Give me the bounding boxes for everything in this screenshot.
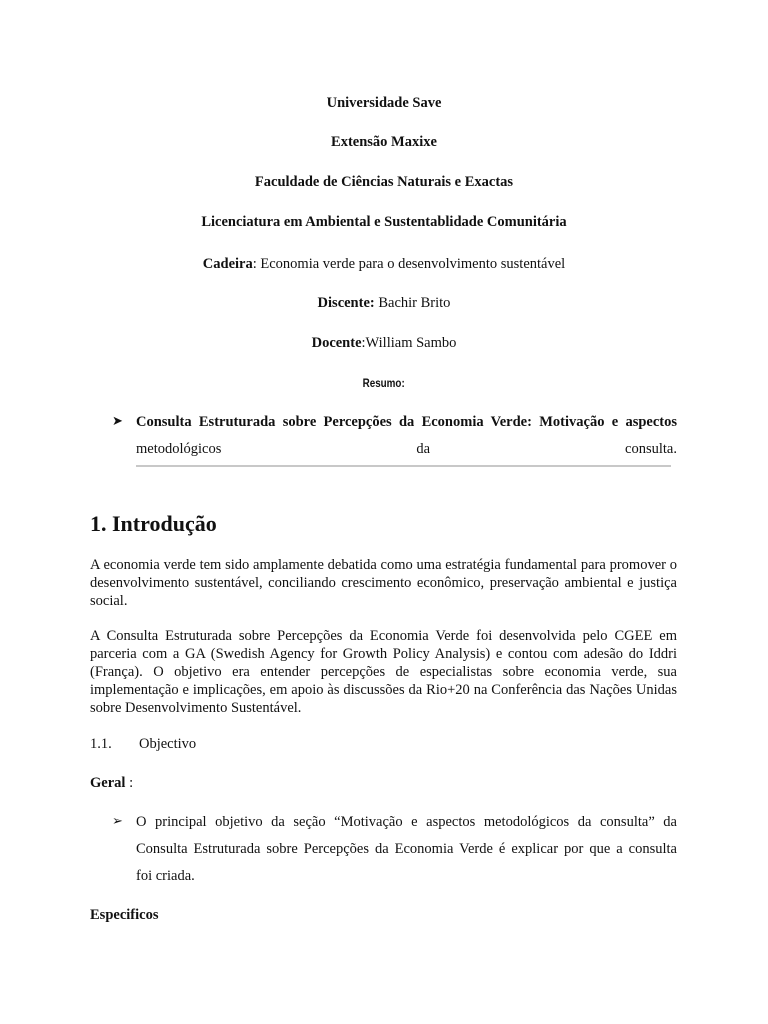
student-value: Bachir Brito — [374, 295, 451, 311]
general-heading — [90, 774, 133, 792]
course-value: : Economia verde para o desenvolvimento sustentável — [252, 256, 566, 272]
course-line — [0, 255, 768, 273]
course-label: Cadeira — [202, 256, 253, 272]
arrow-bullet-icon: ➤ — [112, 414, 123, 429]
subsection-title: Objectivo — [139, 736, 197, 752]
subsection-heading — [90, 735, 196, 753]
university-name: Universidade Save — [326, 95, 442, 111]
subsection-number: 1.1. — [90, 736, 112, 752]
summary-line-2 — [136, 440, 677, 458]
teacher-label: Docente — [311, 335, 362, 351]
general-label: Geral — [90, 775, 126, 791]
faculty-name: Faculdade de Ciências Naturais e Exactas — [254, 174, 514, 190]
general-objective-line-2: Consulta Estruturada sobre Percepções da Economia Verde é explicar por que a consulta — [136, 841, 677, 857]
arrow-bullet-outline-icon: ➢ — [112, 814, 123, 829]
section-divider — [136, 465, 671, 467]
general-objective-line-1: O principal objetivo da seção “Motivação e aspectos metodológicos da consulta” da — [136, 814, 677, 830]
general-colon: : — [125, 775, 134, 791]
summary-word-1: metodológicos — [136, 441, 222, 457]
summary-word-2: da — [416, 441, 431, 457]
summary-label: Resumo: — [362, 376, 406, 390]
degree-name: Licenciatura em Ambiental e Sustentablidade Comunitária — [201, 214, 567, 230]
intro-paragraph-2: A Consulta Estruturada sobre Percepções da Economia Verde foi desenvolvida pelo CGEE em parceria com a GA (Swedish Agency for Growth Policy Analysis) e contou com adesão do Iddri (França). O objetivo era entender percepções de especialistas sobre economia verde, sua implementação e implicações, em apoio às discussões da Rio+20 na Conferência das Nações Unidas sobre Desenvolvimento Sustentável. — [90, 628, 677, 716]
summary-line-1: Consulta Estruturada sobre Percepções da Economia Verde: Motivação e aspectos — [136, 414, 677, 430]
teacher-value: :William Sambo — [361, 335, 457, 351]
student-line — [0, 294, 768, 312]
general-objective-line-3: foi criada. — [136, 868, 195, 884]
specific-heading: Especificos — [90, 907, 159, 923]
teacher-line — [0, 334, 768, 352]
summary-word-3: consulta. — [625, 441, 677, 457]
student-label: Discente: — [317, 295, 375, 311]
section-heading: 1. Introdução — [90, 511, 217, 536]
intro-paragraph-1: A economia verde tem sido amplamente debatida como uma estratégia fundamental para promover o desenvolvimento sustentável, conciliando crescimento econômico, preservação ambiental e justiça social. — [90, 557, 677, 609]
campus-name: Extensão Maxixe — [331, 134, 437, 150]
